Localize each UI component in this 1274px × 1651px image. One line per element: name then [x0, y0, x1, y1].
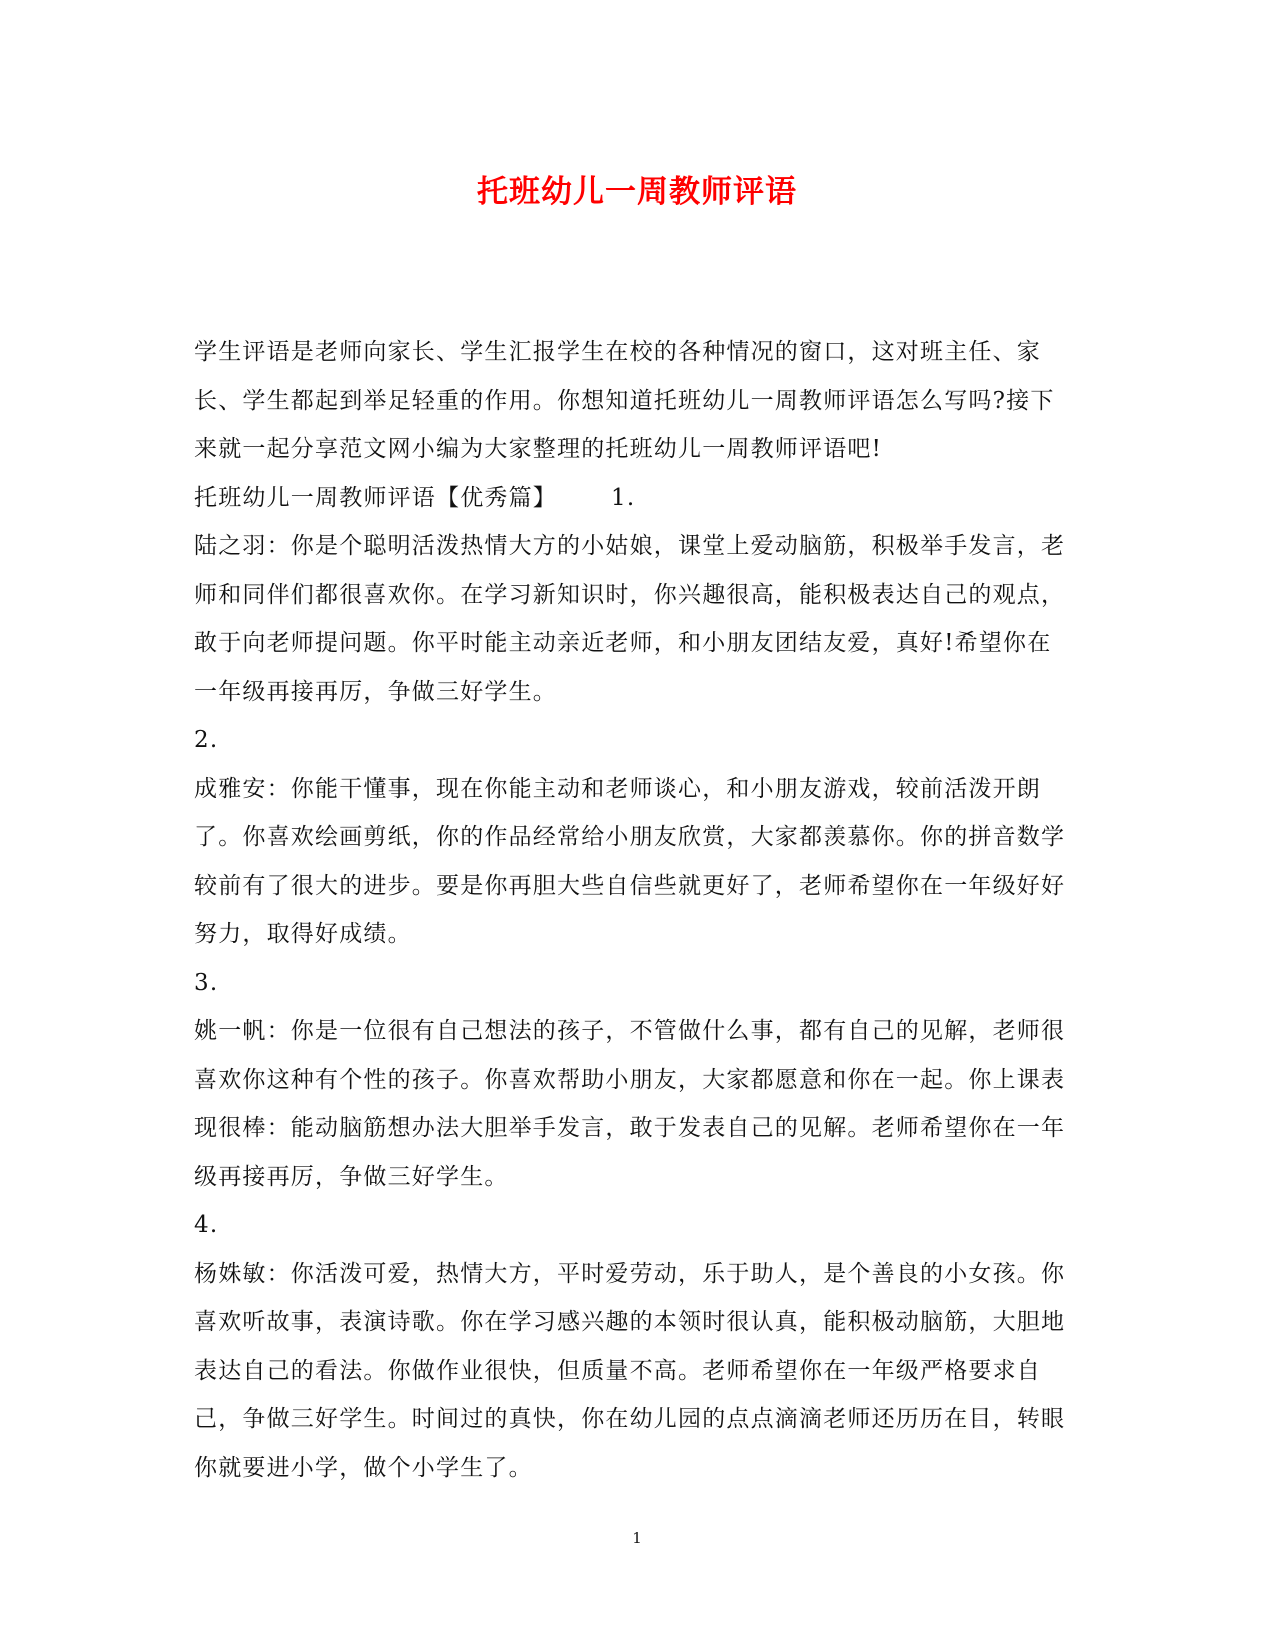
comment-paragraph: 成雅安：你能干懂事，现在你能主动和老师谈心，和小朋友游戏，较前活泼开朗了。你喜欢绘画剪纸，你的作品经常给小朋友欣赏，大家都羡慕你。你的拼音数学较前有了很大的进步。要是你再胆大些自信些就更好了，老师希望你在一年级好好努力，取得好成绩。: [194, 775, 1066, 947]
document-title: 托班幼儿一周教师评语: [477, 174, 797, 210]
intro-paragraph: 学生评语是老师向家长、学生汇报学生在校的各种情况的窗口，这对班主任、家长、学生都起到举足轻重的作用。你想知道托班幼儿一周教师评语怎么写吗?接下来就一起分享范文网小编为大家整理的托班幼儿一周教师评语吧!: [194, 339, 1055, 462]
section-heading: 托班幼儿一周教师评语【优秀篇】: [194, 484, 557, 511]
comment-paragraph: 姚一帆：你是一位很有自己想法的孩子，不管做什么事，都有自己的见解，老师很喜欢你这种有个性的孩子。你喜欢帮助小朋友，大家都愿意和你在一起。你上课表现很棒：能动脑筋想办法大胆举手发言，敢于发表自己的见解。老师希望你在一年级再接再厉，争做三好学生。: [194, 1018, 1066, 1190]
document-body: [194, 328, 1074, 1492]
page-number: 1: [632, 1529, 642, 1547]
comment-paragraph: 陆之羽：你是个聪明活泼热情大方的小姑娘，课堂上爱动脑筋，积极举手发言，老师和同伴们都很喜欢你。在学习新知识时，你兴趣很高，能积极表达自己的观点，敢于向老师提问题。你平时能主动亲近老师，和小朋友团结友爱，真好!希望你在一年级再接再厉，争做三好学生。: [194, 533, 1066, 705]
section-heading-line: [194, 474, 1074, 523]
comment-number: 4.: [194, 1212, 219, 1238]
comment-number: 2.: [194, 727, 219, 753]
comment-number: 3.: [194, 969, 219, 996]
section-heading-number: 1.: [611, 484, 636, 511]
comment-paragraph: 杨姝敏：你活泼可爱，热情大方，平时爱劳动，乐于助人，是个善良的小女孩。你喜欢听故事，表演诗歌。你在学习感兴趣的本领时很认真，能积极动脑筋，大胆地表达自己的看法。你做作业很快，但质量不高。老师希望你在一年级严格要求自己，争做三好学生。时间过的真快，你在幼儿园的点点滴滴老师还历历在目，转眼你就要进小学，做个小学生了。: [194, 1260, 1066, 1481]
